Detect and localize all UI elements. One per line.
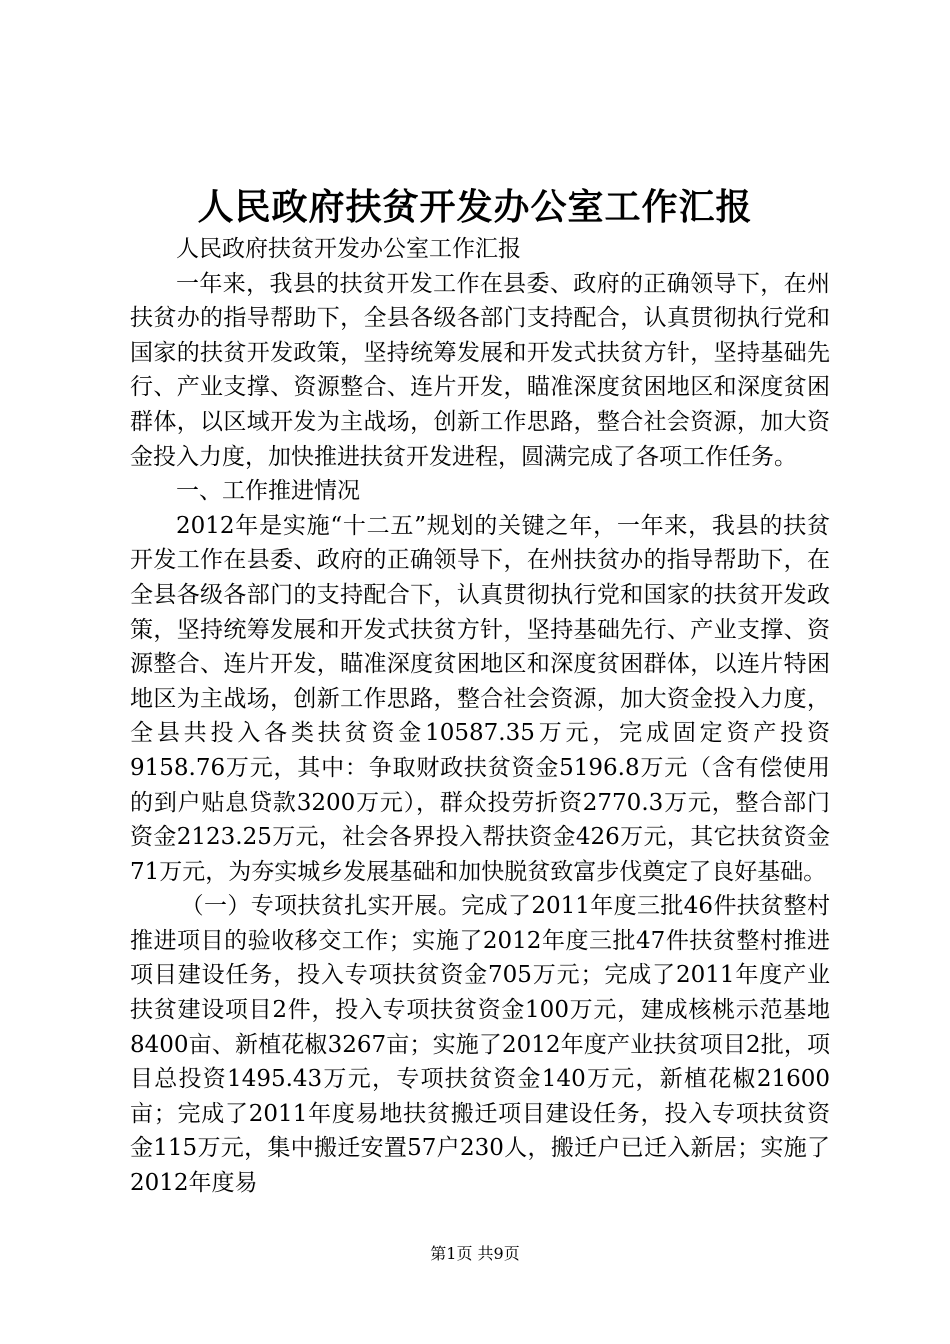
document-body xyxy=(130,232,830,1201)
subsection-paragraph: （一）专项扶贫扎实开展。完成了2011年度三批46件扶贫整村推进项目的验收移交工作；实施了2012年度三批47件扶贫整村推进项目建设任务，投入专项扶贫资金705万元；完成了2011年度产业扶贫建设项目2件，投入专项扶贫资金100万元，建成核桃示范基地8400亩、新植花椒3267亩；实施了2012年度产业扶贫项目2批，项目总投资1495.43万元，专项扶贫资金140万元，新植花椒21600亩；完成了2011年度易地扶贫搬迁项目建设任务，投入专项扶贫资金115万元，集中搬迁安置57户230人，搬迁户已迁入新居；实施了2012年度易 xyxy=(130,893,830,1197)
document-title: 人民政府扶贫开发办公室工作汇报 xyxy=(197,186,753,228)
body-paragraph: 人民政府扶贫开发办公室工作汇报 xyxy=(176,236,521,262)
page-indicator: 第1页 共9页 xyxy=(430,1244,520,1263)
body-paragraph: 2012年是实施“十二五”规划的关键之年，一年来，我县的扶贫开发工作在县委、政府的正确领导下，在州扶贫办的指导帮助下，在全县各级各部门的支持配合下，认真贯彻执行党和国家的扶贫开发政策，坚持统筹发展和开发式扶贫方针，坚持基础先行、产业支撑、资源整合、连片开发，瞄准深度贫困地区和深度贫困群体，以连片特困地区为主战场，创新工作思路，整合社会资源，加大资金投入力度，全县共投入各类扶贫资金10587.35万元，完成固定资产投资9158.76万元，其中：争取财政扶贫资金5196.8万元（含有偿使用的到户贴息贷款3200万元），群众投劳折资2770.3万元，整合部门资金2123.25万元，社会各界投入帮扶资金426万元，其它扶贫资金71万元，为夯实城乡发展基础和加快脱贫致富步伐奠定了良好基础。 xyxy=(130,512,830,885)
section-heading: 一、工作推进情况 xyxy=(176,478,360,505)
body-paragraph: 一年来，我县的扶贫开发工作在县委、政府的正确领导下，在州扶贫办的指导帮助下，全县各级各部门支持配合，认真贯彻执行党和国家的扶贫开发政策，坚持统筹发展和开发式扶贫方针，坚持基础先行、产业支撑、资源整合、连片开发，瞄准深度贫困地区和深度贫困群体，以区域开发为主战场，创新工作思路，整合社会资源，加大资金投入力度，加快推进扶贫开发进程，圆满完成了各项工作任务。 xyxy=(130,270,830,470)
